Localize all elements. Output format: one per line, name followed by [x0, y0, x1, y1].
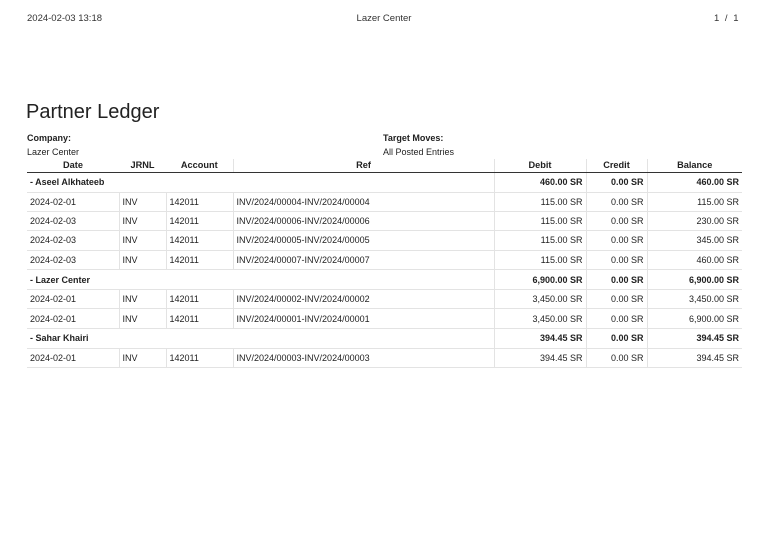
partner-summary-row	[27, 270, 742, 290]
partner-summary-row	[27, 328, 742, 348]
col-header-jrnl: JRNL	[119, 159, 166, 172]
cell-ref: INV/2024/00001-INV/2024/00001	[233, 309, 494, 328]
partner-balance: 6,900.00 SR	[647, 270, 742, 290]
partner-debit: 6,900.00 SR	[494, 270, 586, 290]
table-row	[27, 211, 742, 230]
table-row	[27, 250, 742, 269]
cell-credit: 0.00 SR	[586, 231, 647, 250]
partner-credit: 0.00 SR	[586, 270, 647, 290]
cell-date: 2024-02-03	[27, 231, 119, 250]
cell-balance: 115.00 SR	[647, 192, 742, 211]
partner-name: - Sahar Khairi	[27, 328, 494, 348]
cell-balance: 394.45 SR	[647, 348, 742, 367]
company-label: Company:	[27, 133, 72, 143]
cell-balance: 230.00 SR	[647, 211, 742, 230]
partner-balance: 394.45 SR	[647, 328, 742, 348]
cell-debit: 115.00 SR	[494, 231, 586, 250]
table-header-row	[27, 159, 742, 172]
partner-name: - Lazer Center	[27, 270, 494, 290]
cell-jrnl: INV	[119, 250, 166, 269]
cell-date: 2024-02-01	[27, 192, 119, 211]
cell-jrnl: INV	[119, 211, 166, 230]
table-row	[27, 309, 742, 328]
cell-account: 142011	[166, 231, 233, 250]
cell-date: 2024-02-03	[27, 250, 119, 269]
cell-credit: 0.00 SR	[586, 309, 647, 328]
partner-ledger-table	[27, 159, 742, 368]
company-value: Lazer Center	[27, 147, 80, 157]
report-title: Partner Ledger	[26, 101, 160, 123]
cell-jrnl: INV	[119, 309, 166, 328]
target-moves-label: Target Moves:	[383, 133, 444, 143]
col-header-date: Date	[27, 159, 119, 172]
cell-ref: INV/2024/00002-INV/2024/00002	[233, 290, 494, 309]
cell-balance: 3,450.00 SR	[647, 290, 742, 309]
cell-jrnl: INV	[119, 290, 166, 309]
table-row	[27, 348, 742, 367]
cell-credit: 0.00 SR	[586, 211, 647, 230]
company-info	[27, 131, 79, 159]
cell-ref: INV/2024/00005-INV/2024/00005	[233, 231, 494, 250]
cell-account: 142011	[166, 250, 233, 269]
partner-summary-row	[27, 172, 742, 192]
table-row	[27, 192, 742, 211]
col-header-account: Account	[166, 159, 233, 172]
cell-debit: 3,450.00 SR	[494, 309, 586, 328]
cell-jrnl: INV	[119, 192, 166, 211]
cell-debit: 115.00 SR	[494, 250, 586, 269]
cell-credit: 0.00 SR	[586, 348, 647, 367]
cell-account: 142011	[166, 192, 233, 211]
cell-balance: 345.00 SR	[647, 231, 742, 250]
partner-credit: 0.00 SR	[586, 328, 647, 348]
cell-account: 142011	[166, 309, 233, 328]
cell-account: 142011	[166, 290, 233, 309]
cell-credit: 0.00 SR	[586, 192, 647, 211]
cell-debit: 115.00 SR	[494, 192, 586, 211]
cell-jrnl: INV	[119, 231, 166, 250]
cell-date: 2024-02-01	[27, 348, 119, 367]
page-number: 1 / 1	[714, 13, 740, 24]
cell-ref: INV/2024/00007-INV/2024/00007	[233, 250, 494, 269]
cell-ref: INV/2024/00003-INV/2024/00003	[233, 348, 494, 367]
cell-jrnl: INV	[119, 348, 166, 367]
cell-balance: 460.00 SR	[647, 250, 742, 269]
target-moves-info	[383, 131, 454, 159]
col-header-credit: Credit	[586, 159, 647, 172]
partner-balance: 460.00 SR	[647, 172, 742, 192]
col-header-debit: Debit	[494, 159, 586, 172]
cell-date: 2024-02-01	[27, 290, 119, 309]
partner-debit: 394.45 SR	[494, 328, 586, 348]
col-header-balance: Balance	[647, 159, 742, 172]
cell-credit: 0.00 SR	[586, 290, 647, 309]
partner-debit: 460.00 SR	[494, 172, 586, 192]
cell-account: 142011	[166, 348, 233, 367]
table-row	[27, 290, 742, 309]
cell-date: 2024-02-01	[27, 309, 119, 328]
cell-credit: 0.00 SR	[586, 250, 647, 269]
partner-name: - Aseel Alkhateeb	[27, 172, 494, 192]
print-datetime: 2024-02-03 13:18	[27, 13, 103, 24]
table-row	[27, 231, 742, 250]
cell-ref: INV/2024/00006-INV/2024/00006	[233, 211, 494, 230]
target-moves-value: All Posted Entries	[383, 147, 455, 157]
cell-balance: 6,900.00 SR	[647, 309, 742, 328]
cell-date: 2024-02-03	[27, 211, 119, 230]
cell-debit: 3,450.00 SR	[494, 290, 586, 309]
cell-debit: 394.45 SR	[494, 348, 586, 367]
cell-debit: 115.00 SR	[494, 211, 586, 230]
cell-account: 142011	[166, 211, 233, 230]
col-header-ref: Ref	[233, 159, 494, 172]
partner-credit: 0.00 SR	[586, 172, 647, 192]
header-company-name: Lazer Center	[356, 13, 412, 24]
cell-ref: INV/2024/00004-INV/2024/00004	[233, 192, 494, 211]
